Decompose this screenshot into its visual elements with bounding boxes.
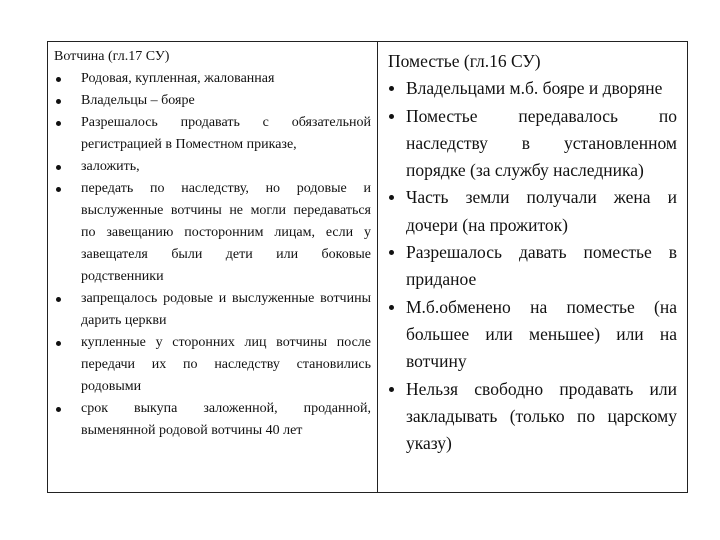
item-text: М.б.обменено на поместье (на большее или меньшее) или на вотчину [406,296,677,372]
item-text: Разрешалось продавать с обязательной регистрацией в Поместном приказе, [81,115,371,152]
bullet-icon [56,77,61,82]
list-item [388,294,677,376]
list-item [54,332,371,398]
pomestie-list [388,75,677,457]
item-text: срок выкупа заложенной, проданной, выменянной родовой вотчины 40 лет [81,401,371,438]
item-text: Владельцами м.б. бояре и дворяне [406,78,663,99]
bullet-icon [56,99,61,104]
list-item [54,112,371,156]
list-item [54,68,371,90]
item-text: Родовая, купленная, жалованная [81,71,275,86]
list-item [388,103,677,185]
bullet-icon [389,86,394,91]
bullet-icon [56,121,61,126]
list-item [54,398,371,442]
list-item [54,178,371,288]
votchina-column [48,42,378,493]
item-text: Нельзя свободно продавать или закладывать (только по царскому указу) [406,378,677,454]
votchina-list [54,68,371,442]
bullet-icon [389,114,394,119]
list-item [388,184,677,239]
bullet-icon [56,341,61,346]
item-text: купленные у сторонних лиц вотчины после передачи их по наследству становились родовыми [81,335,371,394]
pomestie-column [378,42,688,493]
item-text: Разрешалось давать поместье в приданое [406,242,677,290]
bullet-icon [389,195,394,200]
comparison-table [47,41,688,493]
bullet-icon [56,407,61,412]
item-text: запрещалось родовые и выслуженные вотчины дарить церкви [81,291,371,328]
list-item [388,376,677,458]
item-text: Владельцы – бояре [81,93,195,108]
bullet-icon [389,305,394,310]
list-item [388,75,677,102]
item-text: заложить, [81,159,140,174]
list-item [388,239,677,294]
bullet-icon [56,165,61,170]
list-item [54,90,371,112]
list-item [54,288,371,332]
item-text: передать по наследству, но родовые и выслуженные вотчины не могли передаваться по завещанию посторонним лицам, если у завещателя были дети или боковые родственники [81,181,371,284]
bullet-icon [56,187,61,192]
votchina-title: Вотчина (гл.17 СУ) [54,49,170,64]
list-item [54,156,371,178]
bullet-icon [389,387,394,392]
item-text: Поместье передавалось по наследству в установленном порядке (за службу наследника) [406,105,677,181]
pomestie-title: Поместье (гл.16 СУ) [388,51,541,71]
bullet-icon [389,250,394,255]
item-text: Часть земли получали жена и дочери (на прожиток) [406,187,677,235]
bullet-icon [56,297,61,302]
